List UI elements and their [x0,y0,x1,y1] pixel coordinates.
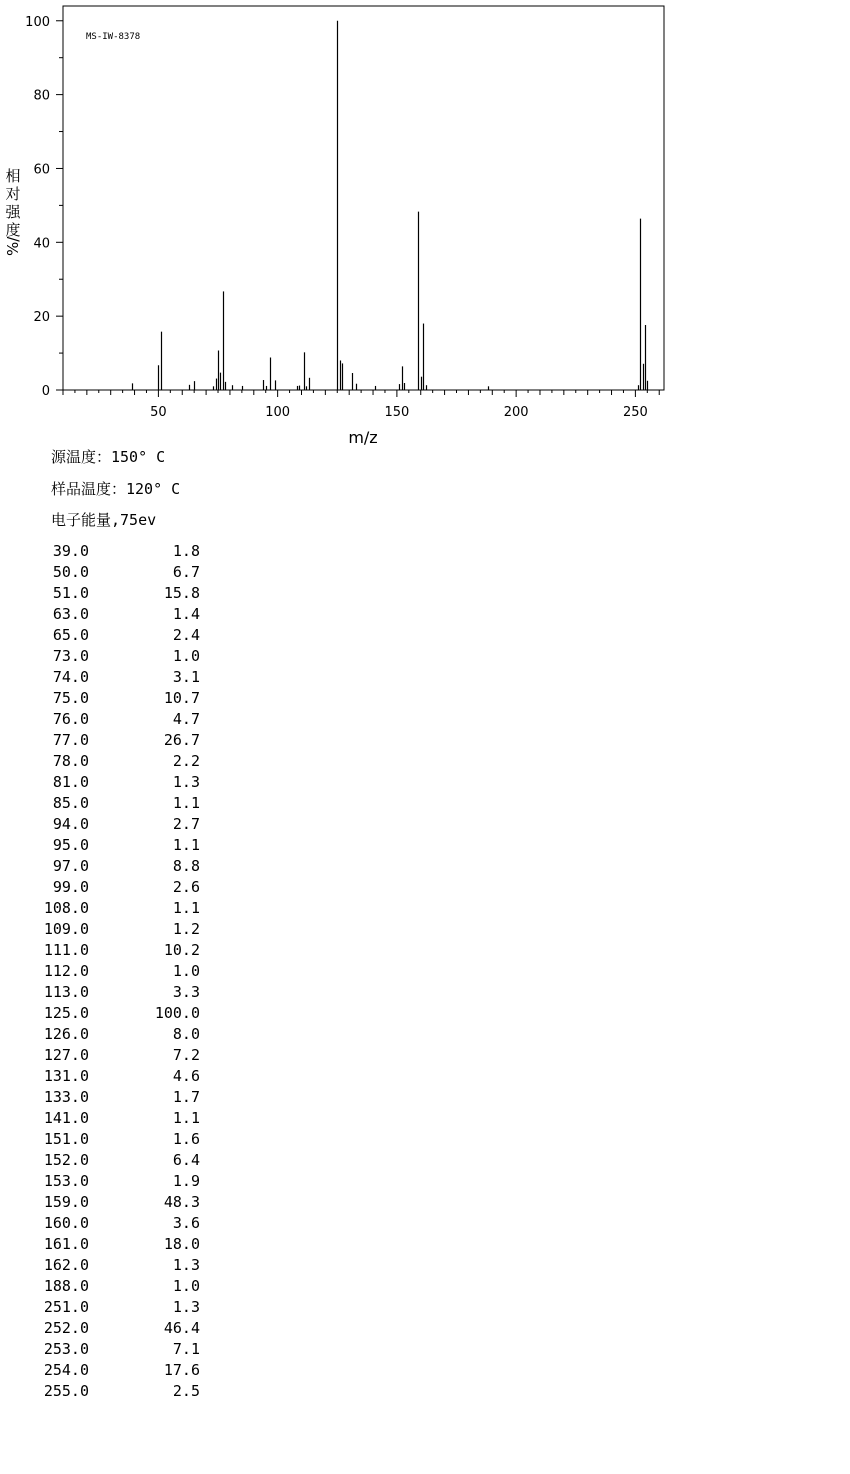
abundance-cell: 1.2 [172,920,200,938]
mz-cell: 153.0 [43,1172,89,1190]
x-tick-label: 200 [503,405,529,420]
table-row [30,583,200,604]
mz-cell: 108.0 [43,899,89,917]
y-axis-title-char: 度 [5,221,21,239]
source-temperature: 源温度：150° C [51,448,166,466]
abundance-cell: 2.7 [172,815,200,833]
abundance-cell: 1.3 [172,1298,200,1316]
table-row [30,1066,200,1087]
table-row [30,856,200,877]
mz-cell: 251.0 [43,1298,89,1316]
table-row [30,772,200,793]
y-axis-unit: %/ [4,236,22,256]
electron-energy: 电子能量,75ev [51,511,157,529]
mz-cell: 127.0 [43,1046,89,1064]
axis-ticks [25,15,659,420]
table-row [30,1150,200,1171]
mass-spectrum-chart [0,0,850,450]
abundance-cell: 1.1 [172,1109,200,1127]
mz-cell: 126.0 [43,1025,89,1043]
y-tick-label: 60 [33,162,50,178]
mz-cell: 253.0 [43,1340,89,1358]
table-row [30,919,200,940]
peak-bars [133,21,648,390]
abundance-cell: 3.6 [172,1214,200,1232]
mz-cell: 74.0 [52,668,89,686]
abundance-cell: 4.6 [172,1067,200,1085]
y-axis-title [4,167,22,256]
table-row [30,1360,200,1381]
mz-cell: 97.0 [52,857,89,875]
abundance-cell: 1.0 [172,647,200,665]
mz-cell: 125.0 [43,1004,89,1022]
mz-cell: 50.0 [52,563,89,581]
mz-cell: 160.0 [43,1214,89,1232]
mz-cell: 133.0 [43,1088,89,1106]
sample-temperature: 样品温度：120° C [51,480,181,498]
abundance-cell: 1.9 [172,1172,200,1190]
table-row [30,814,200,835]
table-row [30,688,200,709]
abundance-cell: 1.1 [172,794,200,812]
y-tick-label: 40 [33,236,50,252]
table-row [30,1234,200,1255]
abundance-cell: 2.6 [172,878,200,896]
abundance-cell: 1.7 [172,1088,200,1106]
table-row [30,1339,200,1360]
x-tick-label: 150 [384,405,410,420]
table-row [30,1045,200,1066]
mz-cell: 252.0 [43,1319,89,1337]
table-row [30,835,200,856]
abundance-cell: 1.4 [172,605,200,623]
table-row [30,751,200,772]
mz-cell: 162.0 [43,1256,89,1274]
table-row [30,1192,200,1213]
y-axis-title-char: 相 [5,167,21,185]
table-row [30,1255,200,1276]
mz-cell: 254.0 [43,1361,89,1379]
mz-cell: 85.0 [52,794,89,812]
abundance-cell: 1.3 [172,1256,200,1274]
table-row [30,793,200,814]
y-tick-label: 0 [41,384,50,399]
table-row [30,1276,200,1297]
table-row [30,1381,200,1402]
mz-cell: 111.0 [43,941,89,959]
mz-cell: 131.0 [43,1067,89,1085]
table-row [30,1024,200,1045]
abundance-cell: 3.1 [172,668,200,686]
mz-cell: 113.0 [43,983,89,1001]
mz-cell: 75.0 [52,689,89,707]
abundance-cell: 100.0 [154,1004,200,1022]
abundance-cell: 2.5 [172,1382,200,1400]
table-row [30,646,200,667]
mz-cell: 65.0 [52,626,89,644]
abundance-cell: 8.0 [172,1025,200,1043]
mz-cell: 95.0 [52,836,89,854]
abundance-cell: 1.0 [172,1277,200,1295]
table-row [30,1318,200,1339]
abundance-cell: 15.8 [163,584,200,602]
table-row [30,940,200,961]
x-tick-label: 250 [622,405,648,420]
abundance-cell: 2.2 [172,752,200,770]
table-row [30,541,200,562]
mz-cell: 77.0 [52,731,89,749]
table-row [30,1213,200,1234]
table-row [30,1171,200,1192]
peak-table [30,541,200,1402]
y-axis-title-char: 强 [5,203,21,221]
abundance-cell: 2.4 [172,626,200,644]
mz-cell: 78.0 [52,752,89,770]
abundance-cell: 8.8 [172,857,200,875]
mz-cell: 39.0 [52,542,89,560]
plot-frame [63,6,664,390]
table-row [30,709,200,730]
mz-cell: 255.0 [43,1382,89,1400]
y-tick-label: 100 [25,14,50,30]
mz-cell: 94.0 [52,815,89,833]
table-row [30,625,200,646]
spectrum-code: MS-IW-8378 [86,32,141,42]
abundance-cell: 1.1 [172,836,200,854]
abundance-cell: 10.2 [163,941,200,959]
x-tick-label: 100 [265,405,291,420]
x-tick-label: 50 [150,405,167,420]
abundance-cell: 1.0 [172,962,200,980]
table-row [30,1108,200,1129]
table-row [30,1087,200,1108]
table-row [30,1129,200,1150]
mz-cell: 99.0 [52,878,89,896]
mz-cell: 159.0 [43,1193,89,1211]
mz-cell: 51.0 [52,584,89,602]
abundance-cell: 6.7 [172,563,200,581]
table-row [30,982,200,1003]
table-row [30,877,200,898]
table-row [30,961,200,982]
x-axis-title: m/z [348,428,378,447]
table-row [30,562,200,583]
y-tick-label: 80 [33,88,50,104]
y-axis-title-char: 对 [5,185,21,203]
abundance-cell: 1.1 [172,899,200,917]
abundance-cell: 1.6 [172,1130,200,1148]
table-row [30,667,200,688]
abundance-cell: 1.8 [172,542,200,560]
abundance-cell: 26.7 [163,731,200,749]
abundance-cell: 18.0 [163,1235,200,1253]
table-row [30,730,200,751]
mz-cell: 151.0 [43,1130,89,1148]
table-row [30,898,200,919]
mz-cell: 161.0 [43,1235,89,1253]
mz-cell: 81.0 [52,773,89,791]
abundance-cell: 48.3 [163,1193,200,1211]
mz-cell: 63.0 [52,605,89,623]
mz-cell: 109.0 [43,920,89,938]
mz-cell: 188.0 [43,1277,89,1295]
abundance-cell: 17.6 [163,1361,200,1379]
mz-cell: 76.0 [52,710,89,728]
abundance-cell: 4.7 [172,710,200,728]
mz-cell: 152.0 [43,1151,89,1169]
table-row [30,1297,200,1318]
abundance-cell: 7.2 [172,1046,200,1064]
abundance-cell: 7.1 [172,1340,200,1358]
abundance-cell: 1.3 [172,773,200,791]
table-row [30,1003,200,1024]
abundance-cell: 10.7 [163,689,200,707]
y-tick-label: 20 [33,310,50,326]
abundance-cell: 3.3 [172,983,200,1001]
abundance-cell: 6.4 [172,1151,200,1169]
mz-cell: 73.0 [52,647,89,665]
mz-cell: 112.0 [43,962,89,980]
abundance-cell: 46.4 [163,1319,200,1337]
table-row [30,604,200,625]
mz-cell: 141.0 [43,1109,89,1127]
